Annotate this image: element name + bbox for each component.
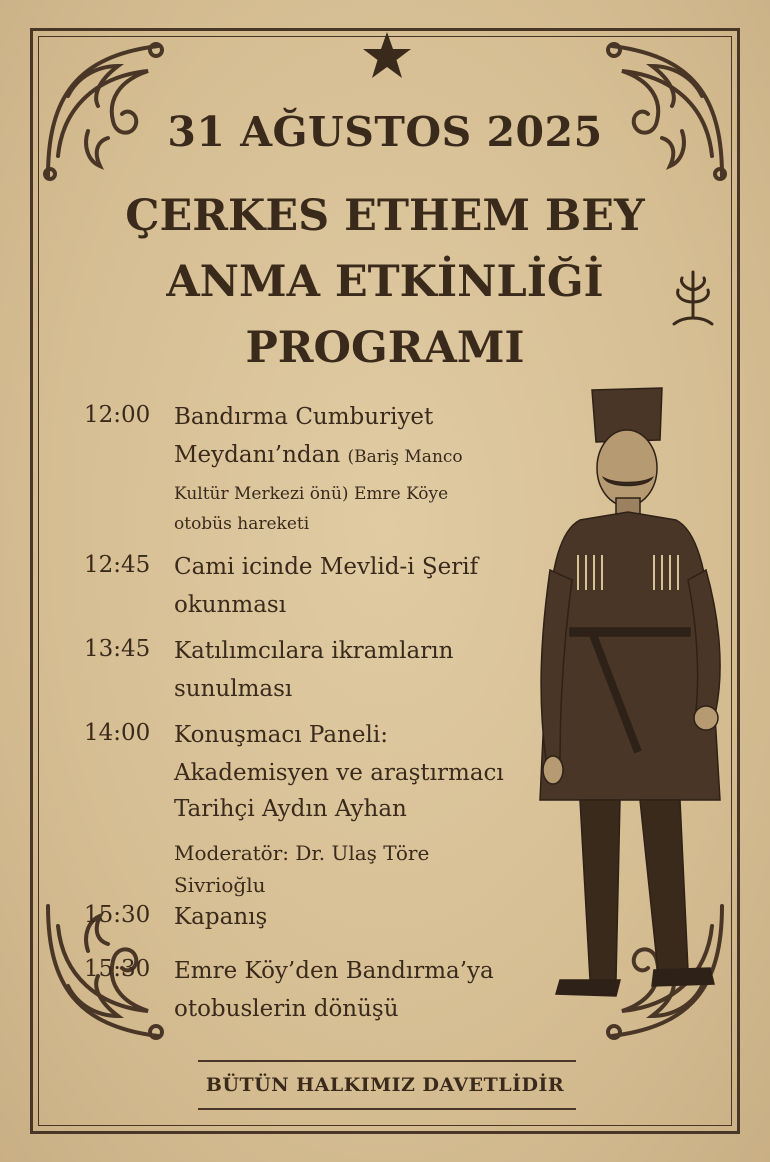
schedule-time: 14:00 (84, 720, 151, 746)
schedule-line: Kultür Merkezi önü) Emre Köye (174, 484, 449, 504)
schedule-line: Emre Köy’den Bandırma’ya (174, 958, 494, 984)
sprig-icon (670, 268, 716, 330)
schedule-line: Cami icinde Mevlid-i Şerif (174, 554, 479, 580)
footer-divider (198, 1060, 576, 1062)
footer-divider (198, 1108, 576, 1110)
event-date: 31 AĞUSTOS 2025 (167, 108, 603, 156)
schedule-time: 13:45 (84, 636, 151, 662)
schedule-line: Konuşmacı Paneli: (174, 722, 388, 748)
title-line-3: PROGRAMI (245, 323, 525, 373)
schedule-line: Katılımcılara ikramların (174, 638, 454, 664)
schedule-line: okunması (174, 592, 287, 618)
schedule-time: 12:00 (84, 402, 151, 428)
schedule-line: Kapanış (174, 904, 268, 930)
title-line-2: ANMA ETKİNLİĞİ (166, 257, 604, 307)
star-icon (362, 30, 412, 80)
schedule-line: Meydanı’ndan (174, 442, 341, 468)
footer-invitation: BÜTÜN HALKIMIZ DAVETLİDİR (205, 1074, 565, 1096)
schedule-line: Akademisyen ve araştırmacı (174, 760, 504, 786)
schedule-line: sunulması (174, 676, 293, 702)
schedule-line: (Bariş Manco (347, 447, 463, 467)
schedule-time: 15:30 (84, 902, 151, 928)
schedule-time: 12:45 (84, 552, 151, 578)
schedule-line: otobuslerin dönüşü (174, 996, 399, 1022)
schedule-line: Tarihçi Aydın Ayhan (174, 796, 407, 822)
schedule-line: Sivrioğlu (174, 873, 266, 897)
schedule-line: otobüs hareketi (174, 514, 310, 534)
schedule-time: 15:30 (84, 956, 151, 982)
title-line-1: ÇERKES ETHEM BEY (125, 191, 645, 241)
schedule-line-group (174, 438, 574, 472)
schedule-line: Bandırma Cumburiyet (174, 404, 434, 430)
schedule-line: Moderatör: Dr. Ulaş Töre (174, 841, 430, 865)
